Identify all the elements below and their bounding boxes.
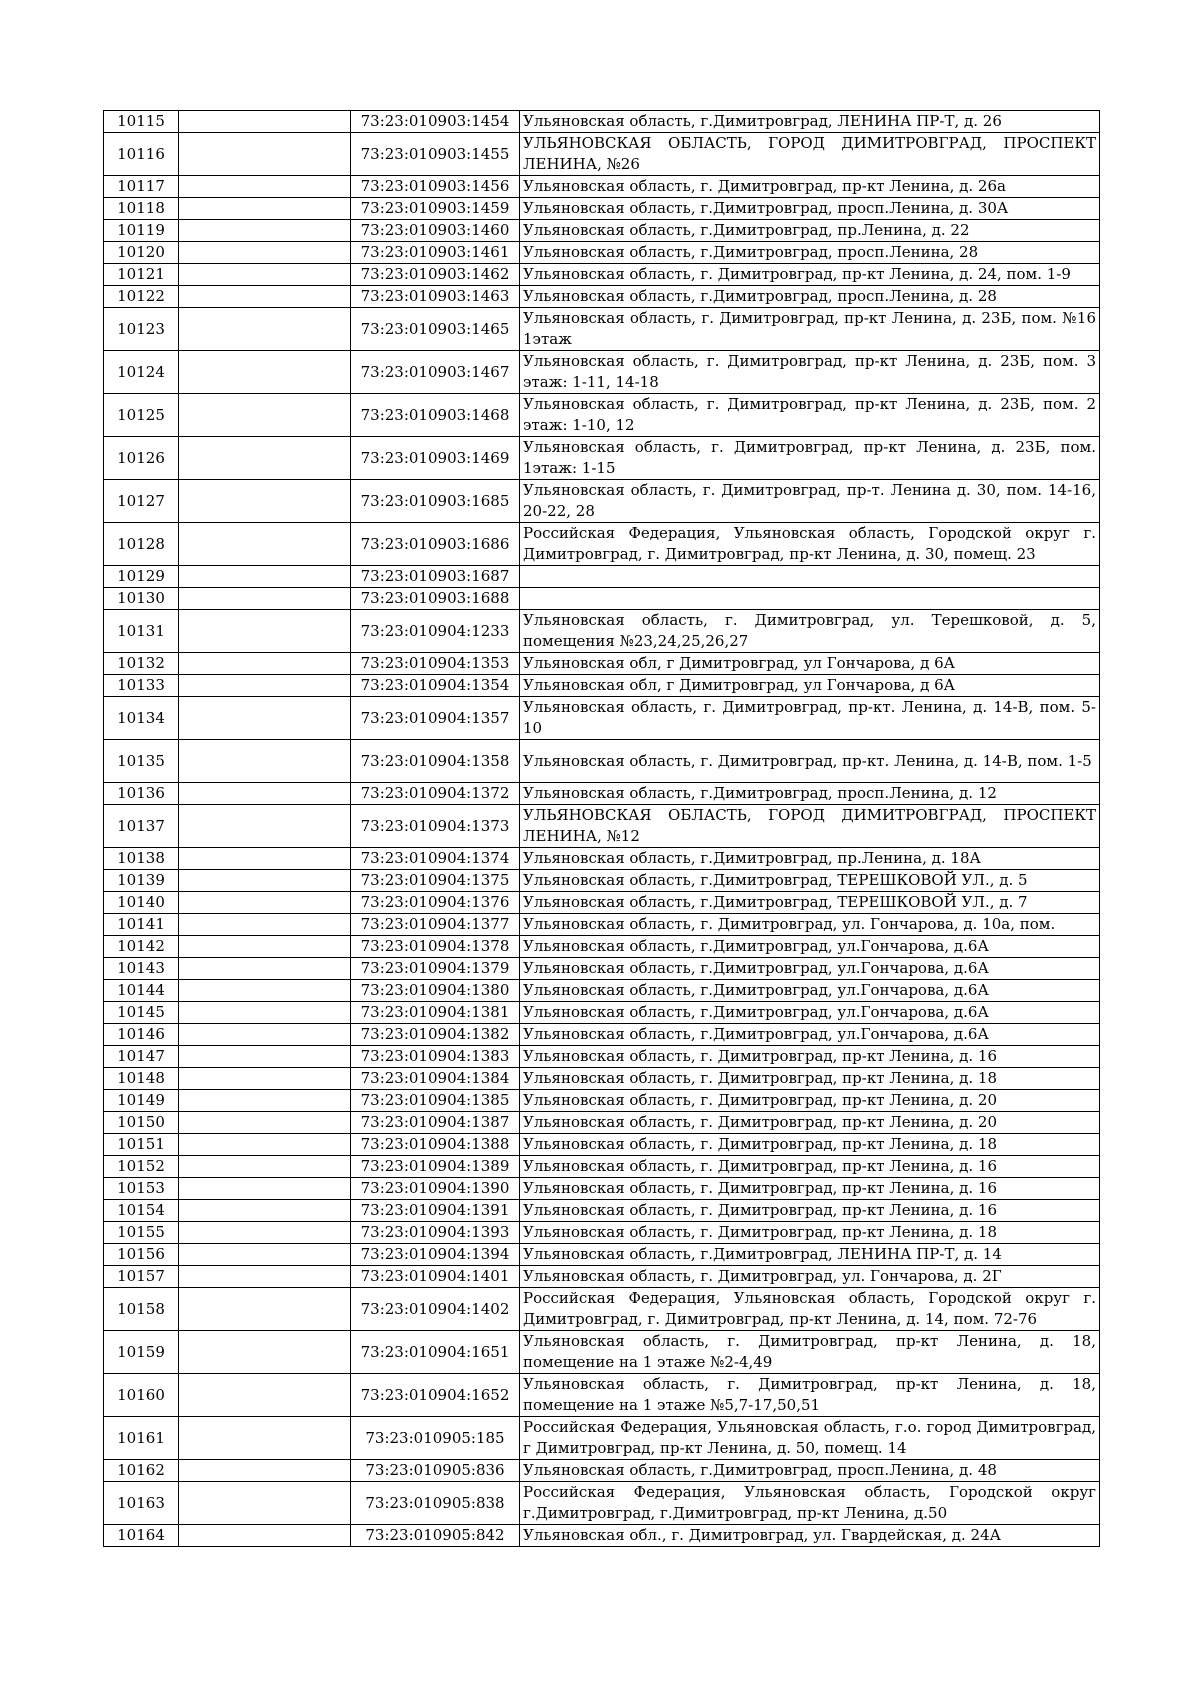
table-row bbox=[104, 1222, 1100, 1244]
address: Ульяновская область, г. Димитровград, пр-кт Ленина, д. 23Б, пом. 1этаж: 1-15 bbox=[520, 437, 1100, 480]
empty-cell bbox=[179, 220, 351, 242]
address: Ульяновская область, г. Димитровград, пр-кт. Ленина, д. 14-В, пом. 5-10 bbox=[520, 697, 1100, 740]
row-number: 10131 bbox=[104, 610, 179, 653]
table-row bbox=[104, 1134, 1100, 1156]
cadastral-number: 73:23:010904:1354 bbox=[351, 675, 520, 697]
table-row bbox=[104, 264, 1100, 286]
cadastral-number: 73:23:010903:1461 bbox=[351, 242, 520, 264]
empty-cell bbox=[179, 936, 351, 958]
row-number: 10124 bbox=[104, 351, 179, 394]
cadastral-number: 73:23:010903:1460 bbox=[351, 220, 520, 242]
table-row bbox=[104, 980, 1100, 1002]
address: Ульяновская область, г. Димитровград, пр-кт Ленина, д. 20 bbox=[520, 1090, 1100, 1112]
empty-cell bbox=[179, 1200, 351, 1222]
address: Ульяновская область, г. Димитровград, пр-кт Ленина, д. 16 bbox=[520, 1156, 1100, 1178]
empty-cell bbox=[179, 1068, 351, 1090]
cadastral-number: 73:23:010904:1388 bbox=[351, 1134, 520, 1156]
empty-cell bbox=[179, 697, 351, 740]
table-row bbox=[104, 1090, 1100, 1112]
table-row bbox=[104, 1331, 1100, 1374]
empty-cell bbox=[179, 133, 351, 176]
cadastral-number: 73:23:010904:1353 bbox=[351, 653, 520, 675]
row-number: 10144 bbox=[104, 980, 179, 1002]
row-number: 10123 bbox=[104, 308, 179, 351]
row-number: 10115 bbox=[104, 111, 179, 133]
cadastral-number: 73:23:010904:1391 bbox=[351, 1200, 520, 1222]
empty-cell bbox=[179, 783, 351, 805]
table-row bbox=[104, 870, 1100, 892]
row-number: 10128 bbox=[104, 523, 179, 566]
address: Ульяновская обл, г Димитровград, ул Гончарова, д 6А bbox=[520, 653, 1100, 675]
empty-cell bbox=[179, 1482, 351, 1525]
empty-cell bbox=[179, 610, 351, 653]
row-number: 10161 bbox=[104, 1417, 179, 1460]
cadastral-number: 73:23:010905:838 bbox=[351, 1482, 520, 1525]
address: Ульяновская область, г.Димитровград, пр.Ленина, д. 22 bbox=[520, 220, 1100, 242]
cadastral-number: 73:23:010904:1402 bbox=[351, 1288, 520, 1331]
empty-cell bbox=[179, 1222, 351, 1244]
empty-cell bbox=[179, 264, 351, 286]
table-row bbox=[104, 523, 1100, 566]
row-number: 10129 bbox=[104, 566, 179, 588]
table-row bbox=[104, 892, 1100, 914]
row-number: 10163 bbox=[104, 1482, 179, 1525]
address: Российская Федерация, Ульяновская область, г.о. город Димитровград, г Димитровград, пр-кт Ленина, д. 50, помещ. 14 bbox=[520, 1417, 1100, 1460]
table-row bbox=[104, 133, 1100, 176]
address: Ульяновская область, г. Димитровград, пр-кт Ленина, д. 16 bbox=[520, 1178, 1100, 1200]
empty-cell bbox=[179, 198, 351, 220]
row-number: 10127 bbox=[104, 480, 179, 523]
cadastral-number: 73:23:010903:1468 bbox=[351, 394, 520, 437]
row-number: 10153 bbox=[104, 1178, 179, 1200]
address: Ульяновская область, г. Димитровград, ул. Терешковой, д. 5, помещения №23,24,25,26,27 bbox=[520, 610, 1100, 653]
table-row bbox=[104, 286, 1100, 308]
cadastral-number: 73:23:010904:1233 bbox=[351, 610, 520, 653]
cadastral-number: 73:23:010903:1463 bbox=[351, 286, 520, 308]
empty-cell bbox=[179, 1112, 351, 1134]
address: УЛЬЯНОВСКАЯ ОБЛАСТЬ, ГОРОД ДИМИТРОВГРАД, ПРОСПЕКТ ЛЕНИНА, №12 bbox=[520, 805, 1100, 848]
empty-cell bbox=[179, 1266, 351, 1288]
table-body bbox=[104, 111, 1100, 1547]
cadastral-number: 73:23:010903:1459 bbox=[351, 198, 520, 220]
address: Ульяновская область, г. Димитровград, пр-кт Ленина, д. 24, пом. 1-9 bbox=[520, 264, 1100, 286]
cadastral-number: 73:23:010904:1380 bbox=[351, 980, 520, 1002]
cadastral-number: 73:23:010904:1377 bbox=[351, 914, 520, 936]
empty-cell bbox=[179, 892, 351, 914]
cadastral-number: 73:23:010903:1454 bbox=[351, 111, 520, 133]
address: Ульяновская область, г. Димитровград, пр-т. Ленина д. 30, пом. 14-16, 20-22, 28 bbox=[520, 480, 1100, 523]
table-row bbox=[104, 1288, 1100, 1331]
address: Ульяновская область, г. Димитровград, пр-кт. Ленина, д. 14-В, пом. 1-5 bbox=[520, 740, 1100, 783]
empty-cell bbox=[179, 351, 351, 394]
row-number: 10155 bbox=[104, 1222, 179, 1244]
row-number: 10157 bbox=[104, 1266, 179, 1288]
row-number: 10149 bbox=[104, 1090, 179, 1112]
address: Ульяновская область, г.Димитровград, ЛЕНИНА ПР-Т, д. 26 bbox=[520, 111, 1100, 133]
table-row bbox=[104, 1112, 1100, 1134]
table-row bbox=[104, 1178, 1100, 1200]
empty-cell bbox=[179, 1024, 351, 1046]
empty-cell bbox=[179, 1288, 351, 1331]
table-row bbox=[104, 242, 1100, 264]
cadastral-number: 73:23:010904:1390 bbox=[351, 1178, 520, 1200]
cadastral-number: 73:23:010903:1687 bbox=[351, 566, 520, 588]
cadastral-number: 73:23:010903:1467 bbox=[351, 351, 520, 394]
row-number: 10118 bbox=[104, 198, 179, 220]
row-number: 10143 bbox=[104, 958, 179, 980]
row-number: 10162 bbox=[104, 1460, 179, 1482]
row-number: 10146 bbox=[104, 1024, 179, 1046]
table-row bbox=[104, 1156, 1100, 1178]
row-number: 10136 bbox=[104, 783, 179, 805]
table-row bbox=[104, 588, 1100, 610]
address: Ульяновская область, г.Димитровград, ул.Гончарова, д.6А bbox=[520, 958, 1100, 980]
cadastral-number: 73:23:010903:1685 bbox=[351, 480, 520, 523]
row-number: 10117 bbox=[104, 176, 179, 198]
table-row bbox=[104, 176, 1100, 198]
row-number: 10140 bbox=[104, 892, 179, 914]
cadastral-number: 73:23:010904:1378 bbox=[351, 936, 520, 958]
table-row bbox=[104, 805, 1100, 848]
row-number: 10164 bbox=[104, 1525, 179, 1547]
empty-cell bbox=[179, 1460, 351, 1482]
empty-cell bbox=[179, 308, 351, 351]
address: Ульяновская обл, г Димитровград, ул Гончарова, д 6А bbox=[520, 675, 1100, 697]
row-number: 10120 bbox=[104, 242, 179, 264]
table-row bbox=[104, 308, 1100, 351]
cadastral-number: 73:23:010904:1401 bbox=[351, 1266, 520, 1288]
empty-cell bbox=[179, 870, 351, 892]
empty-cell bbox=[179, 111, 351, 133]
cadastral-number: 73:23:010904:1381 bbox=[351, 1002, 520, 1024]
address: Ульяновская область, г. Димитровград, пр-кт Ленина, д. 16 bbox=[520, 1200, 1100, 1222]
table-row bbox=[104, 1525, 1100, 1547]
empty-cell bbox=[179, 1134, 351, 1156]
empty-cell bbox=[179, 242, 351, 264]
table-row bbox=[104, 1417, 1100, 1460]
row-number: 10160 bbox=[104, 1374, 179, 1417]
row-number: 10135 bbox=[104, 740, 179, 783]
row-number: 10158 bbox=[104, 1288, 179, 1331]
cadastral-number: 73:23:010904:1382 bbox=[351, 1024, 520, 1046]
empty-cell bbox=[179, 1090, 351, 1112]
cadastral-number: 73:23:010904:1358 bbox=[351, 740, 520, 783]
address: Ульяновская обл., г. Димитровград, ул. Гвардейская, д. 24А bbox=[520, 1525, 1100, 1547]
table-row bbox=[104, 958, 1100, 980]
empty-cell bbox=[179, 1244, 351, 1266]
cadastral-number: 73:23:010904:1652 bbox=[351, 1374, 520, 1417]
table-row bbox=[104, 1244, 1100, 1266]
address bbox=[520, 566, 1100, 588]
address: Ульяновская область, г. Димитровград, пр-кт Ленина, д. 23Б, пом. 2 этаж: 1-10, 12 bbox=[520, 394, 1100, 437]
row-number: 10133 bbox=[104, 675, 179, 697]
row-number: 10137 bbox=[104, 805, 179, 848]
empty-cell bbox=[179, 1525, 351, 1547]
address: Ульяновская область, г.Димитровград, просп.Ленина, 28 bbox=[520, 242, 1100, 264]
address: УЛЬЯНОВСКАЯ ОБЛАСТЬ, ГОРОД ДИМИТРОВГРАД, ПРОСПЕКТ ЛЕНИНА, №26 bbox=[520, 133, 1100, 176]
cadastral-number: 73:23:010904:1383 bbox=[351, 1046, 520, 1068]
row-number: 10156 bbox=[104, 1244, 179, 1266]
empty-cell bbox=[179, 176, 351, 198]
cadastral-number: 73:23:010904:1393 bbox=[351, 1222, 520, 1244]
row-number: 10126 bbox=[104, 437, 179, 480]
cadastral-number: 73:23:010904:1387 bbox=[351, 1112, 520, 1134]
empty-cell bbox=[179, 1178, 351, 1200]
address: Ульяновская область, г. Димитровград, ул. Гончарова, д. 2Г bbox=[520, 1266, 1100, 1288]
empty-cell bbox=[179, 1002, 351, 1024]
cadastral-number: 73:23:010904:1379 bbox=[351, 958, 520, 980]
cadastral-number: 73:23:010903:1688 bbox=[351, 588, 520, 610]
row-number: 10132 bbox=[104, 653, 179, 675]
empty-cell bbox=[179, 480, 351, 523]
address: Ульяновская область, г. Димитровград, пр-кт Ленина, д. 20 bbox=[520, 1112, 1100, 1134]
empty-cell bbox=[179, 675, 351, 697]
empty-cell bbox=[179, 805, 351, 848]
empty-cell bbox=[179, 980, 351, 1002]
address: Ульяновская область, г.Димитровград, ЛЕНИНА ПР-Т, д. 14 bbox=[520, 1244, 1100, 1266]
empty-cell bbox=[179, 1156, 351, 1178]
row-number: 10141 bbox=[104, 914, 179, 936]
cadastral-number: 73:23:010904:1375 bbox=[351, 870, 520, 892]
cadastral-number: 73:23:010904:1373 bbox=[351, 805, 520, 848]
cadastral-number: 73:23:010904:1372 bbox=[351, 783, 520, 805]
cadastral-number: 73:23:010903:1462 bbox=[351, 264, 520, 286]
address: Ульяновская область, г. Димитровград, пр-кт Ленина, д. 18, помещение на 1 этаже №2-4,49 bbox=[520, 1331, 1100, 1374]
table-row bbox=[104, 566, 1100, 588]
empty-cell bbox=[179, 286, 351, 308]
table-row bbox=[104, 1046, 1100, 1068]
cadastral-number: 73:23:010905:842 bbox=[351, 1525, 520, 1547]
row-number: 10148 bbox=[104, 1068, 179, 1090]
address: Ульяновская область, г. Димитровград, пр-кт Ленина, д. 18 bbox=[520, 1134, 1100, 1156]
empty-cell bbox=[179, 1417, 351, 1460]
table-row bbox=[104, 1374, 1100, 1417]
row-number: 10147 bbox=[104, 1046, 179, 1068]
cadastral-number: 73:23:010904:1384 bbox=[351, 1068, 520, 1090]
address: Российская Федерация, Ульяновская область, Городской округ г. Димитровград, г. Димитровград, пр-кт Ленина, д. 30, помещ. 23 bbox=[520, 523, 1100, 566]
table-row bbox=[104, 437, 1100, 480]
address: Ульяновская область, г.Димитровград, ул.Гончарова, д.6А bbox=[520, 980, 1100, 1002]
row-number: 10151 bbox=[104, 1134, 179, 1156]
cadastral-number: 73:23:010905:185 bbox=[351, 1417, 520, 1460]
address: Ульяновская область, г.Димитровград, просп.Ленина, д. 30А bbox=[520, 198, 1100, 220]
table-row bbox=[104, 198, 1100, 220]
address: Российская Федерация, Ульяновская область, Городской округ г. Димитровград, г. Димитровград, пр-кт Ленина, д. 14, пом. 72-76 bbox=[520, 1288, 1100, 1331]
row-number: 10122 bbox=[104, 286, 179, 308]
table-row bbox=[104, 1068, 1100, 1090]
address: Ульяновская область, г.Димитровград, ТЕРЕШКОВОЙ УЛ., д. 7 bbox=[520, 892, 1100, 914]
address: Ульяновская область, г.Димитровград, ул.Гончарова, д.6А bbox=[520, 1002, 1100, 1024]
empty-cell bbox=[179, 740, 351, 783]
table-row bbox=[104, 1266, 1100, 1288]
registry-table-container bbox=[103, 110, 1099, 1547]
table-row bbox=[104, 1482, 1100, 1525]
address: Ульяновская область, г.Димитровград, пр.Ленина, д. 18А bbox=[520, 848, 1100, 870]
table-row bbox=[104, 111, 1100, 133]
registry-table bbox=[103, 110, 1100, 1547]
address: Ульяновская область, г.Димитровград, ул.Гончарова, д.6А bbox=[520, 1024, 1100, 1046]
table-row bbox=[104, 480, 1100, 523]
table-row bbox=[104, 1002, 1100, 1024]
address: Ульяновская область, г.Димитровград, ул.Гончарова, д.6А bbox=[520, 936, 1100, 958]
table-row bbox=[104, 914, 1100, 936]
row-number: 10119 bbox=[104, 220, 179, 242]
address: Ульяновская область, г.Димитровград, ТЕРЕШКОВОЙ УЛ., д. 5 bbox=[520, 870, 1100, 892]
empty-cell bbox=[179, 848, 351, 870]
table-row bbox=[104, 351, 1100, 394]
empty-cell bbox=[179, 1374, 351, 1417]
address: Ульяновская область, г. Димитровград, пр-кт Ленина, д. 18, помещение на 1 этаже №5,7-17,50,51 bbox=[520, 1374, 1100, 1417]
address: Ульяновская область, г. Димитровград, пр-кт Ленина, д. 26а bbox=[520, 176, 1100, 198]
address bbox=[520, 588, 1100, 610]
row-number: 10134 bbox=[104, 697, 179, 740]
empty-cell bbox=[179, 523, 351, 566]
row-number: 10121 bbox=[104, 264, 179, 286]
address: Ульяновская область, г.Димитровград, просп.Ленина, д. 12 bbox=[520, 783, 1100, 805]
row-number: 10150 bbox=[104, 1112, 179, 1134]
empty-cell bbox=[179, 566, 351, 588]
empty-cell bbox=[179, 394, 351, 437]
empty-cell bbox=[179, 588, 351, 610]
address: Ульяновская область, г.Димитровград, просп.Ленина, д. 28 bbox=[520, 286, 1100, 308]
table-row bbox=[104, 697, 1100, 740]
address: Ульяновская область, г. Димитровград, ул. Гончарова, д. 10а, пом. bbox=[520, 914, 1100, 936]
row-number: 10159 bbox=[104, 1331, 179, 1374]
cadastral-number: 73:23:010905:836 bbox=[351, 1460, 520, 1482]
table-row bbox=[104, 220, 1100, 242]
row-number: 10130 bbox=[104, 588, 179, 610]
row-number: 10139 bbox=[104, 870, 179, 892]
cadastral-number: 73:23:010904:1376 bbox=[351, 892, 520, 914]
row-number: 10154 bbox=[104, 1200, 179, 1222]
cadastral-number: 73:23:010904:1651 bbox=[351, 1331, 520, 1374]
table-row bbox=[104, 783, 1100, 805]
empty-cell bbox=[179, 653, 351, 675]
table-row bbox=[104, 1460, 1100, 1482]
row-number: 10138 bbox=[104, 848, 179, 870]
empty-cell bbox=[179, 1046, 351, 1068]
empty-cell bbox=[179, 437, 351, 480]
cadastral-number: 73:23:010904:1357 bbox=[351, 697, 520, 740]
address: Ульяновская область, г.Димитровград, просп.Ленина, д. 48 bbox=[520, 1460, 1100, 1482]
row-number: 10145 bbox=[104, 1002, 179, 1024]
row-number: 10125 bbox=[104, 394, 179, 437]
address: Ульяновская область, г. Димитровград, пр-кт Ленина, д. 23Б, пом. 3 этаж: 1-11, 14-18 bbox=[520, 351, 1100, 394]
table-row bbox=[104, 848, 1100, 870]
table-row bbox=[104, 610, 1100, 653]
empty-cell bbox=[179, 958, 351, 980]
row-number: 10152 bbox=[104, 1156, 179, 1178]
table-row bbox=[104, 1024, 1100, 1046]
table-row bbox=[104, 740, 1100, 783]
address: Ульяновская область, г. Димитровград, пр-кт Ленина, д. 23Б, пом. №16 1этаж bbox=[520, 308, 1100, 351]
address: Ульяновская область, г. Димитровград, пр-кт Ленина, д. 18 bbox=[520, 1222, 1100, 1244]
cadastral-number: 73:23:010904:1389 bbox=[351, 1156, 520, 1178]
cadastral-number: 73:23:010904:1394 bbox=[351, 1244, 520, 1266]
address: Российская Федерация, Ульяновская область, Городской округ г.Димитровград, г.Димитровград, пр-кт Ленина, д.50 bbox=[520, 1482, 1100, 1525]
cadastral-number: 73:23:010904:1385 bbox=[351, 1090, 520, 1112]
cadastral-number: 73:23:010903:1455 bbox=[351, 133, 520, 176]
row-number: 10142 bbox=[104, 936, 179, 958]
address: Ульяновская область, г. Димитровград, пр-кт Ленина, д. 16 bbox=[520, 1046, 1100, 1068]
cadastral-number: 73:23:010903:1469 bbox=[351, 437, 520, 480]
address: Ульяновская область, г. Димитровград, пр-кт Ленина, д. 18 bbox=[520, 1068, 1100, 1090]
cadastral-number: 73:23:010903:1456 bbox=[351, 176, 520, 198]
cadastral-number: 73:23:010904:1374 bbox=[351, 848, 520, 870]
cadastral-number: 73:23:010903:1465 bbox=[351, 308, 520, 351]
table-row bbox=[104, 936, 1100, 958]
table-row bbox=[104, 653, 1100, 675]
row-number: 10116 bbox=[104, 133, 179, 176]
table-row bbox=[104, 1200, 1100, 1222]
empty-cell bbox=[179, 914, 351, 936]
empty-cell bbox=[179, 1331, 351, 1374]
table-row bbox=[104, 394, 1100, 437]
table-row bbox=[104, 675, 1100, 697]
cadastral-number: 73:23:010903:1686 bbox=[351, 523, 520, 566]
